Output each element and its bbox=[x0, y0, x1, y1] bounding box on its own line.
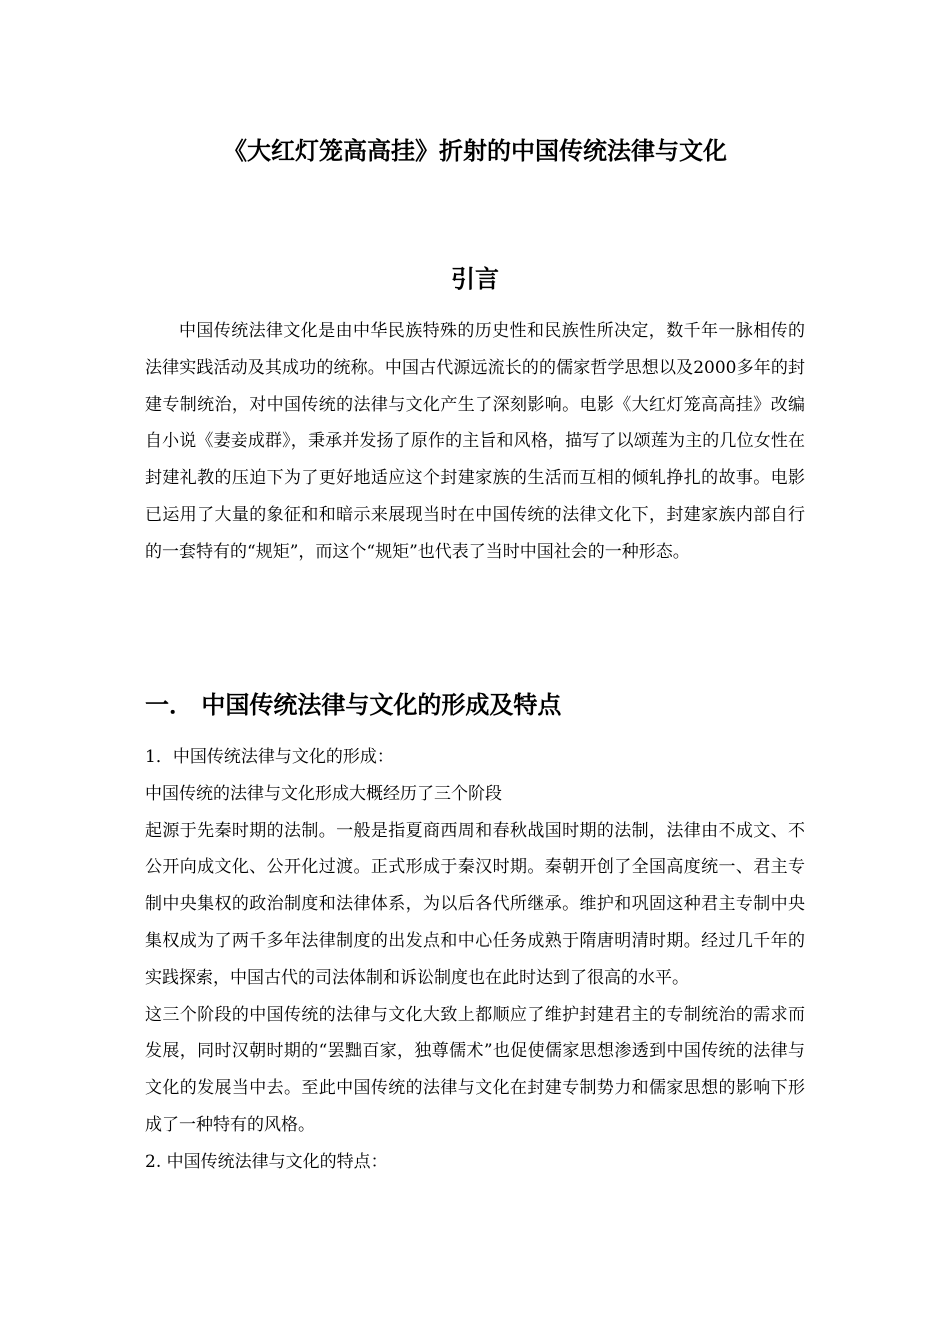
subsection-1-heading: 1．中国传统法律与文化的形成： bbox=[145, 747, 394, 767]
section-1-body bbox=[145, 739, 805, 1181]
section-1-heading: 一． 中国传统法律与文化的形成及特点 bbox=[145, 691, 562, 719]
subsection-2-heading: 2. 中国传统法律与文化的特点： bbox=[145, 1151, 388, 1172]
intro-paragraph: 中国传统法律文化是由中华民族特殊的历史性和民族性所决定，数千年一脉相传的法律实践活动及其成功的统称。中国古代源远流长的的儒家哲学思想以及2000多年的封建专制统治，对中国传统的法律与文化产生了深刻影响。电影《大红灯笼高高挂》改编自小说《妻妾成群》，秉承并发扬了原作的主旨和风格，描写了以颂莲为主的几位女性在封建礼教的压迫下为了更好地适应这个封建家族的生活而互相的倾轧挣扎的故事。电影已运用了大量的象征和和暗示来展现当时在中国传统的法律文化下，封建家族内部自行的一套特有的“规矩”，而这个“规矩”也代表了当时中国社会的一种形态。 bbox=[145, 321, 805, 562]
stages-paragraph: 起源于先秦时期的法制。一般是指夏商西周和春秋战国时期的法制，法律由不成文、不公开向成文化、公开化过渡。正式形成于秦汉时期。秦朝开创了全国高度统一、君主专制中央集权的政治制度和法律体系，为以后各代所继承。维护和巩固这种君主专制中央集权成为了两千多年法律制度的出发点和中心任务成熟于隋唐明清时期。经过几千年的实践探索，中国古代的司法体制和诉讼制度也在此时达到了很高的水平。 bbox=[145, 820, 805, 988]
intro-heading: 引言 bbox=[451, 265, 499, 293]
stages-intro-line: 中国传统的法律与文化形成大概经历了三个阶段 bbox=[145, 783, 502, 804]
document-title: 《大红灯笼高高挂》折射的中国传统法律与文化 bbox=[223, 137, 727, 165]
summary-paragraph: 这三个阶段的中国传统的法律与文化大致上都顺应了维护封建君主的专制统治的需求而发展，同时汉朝时期的“罢黜百家，独尊儒术”也促使儒家思想渗透到中国传统的法律与文化的发展当中去。至此中国传统的法律与文化在封建专制势力和儒家思想的影响下形成了一种特有的风格。 bbox=[145, 1004, 805, 1135]
